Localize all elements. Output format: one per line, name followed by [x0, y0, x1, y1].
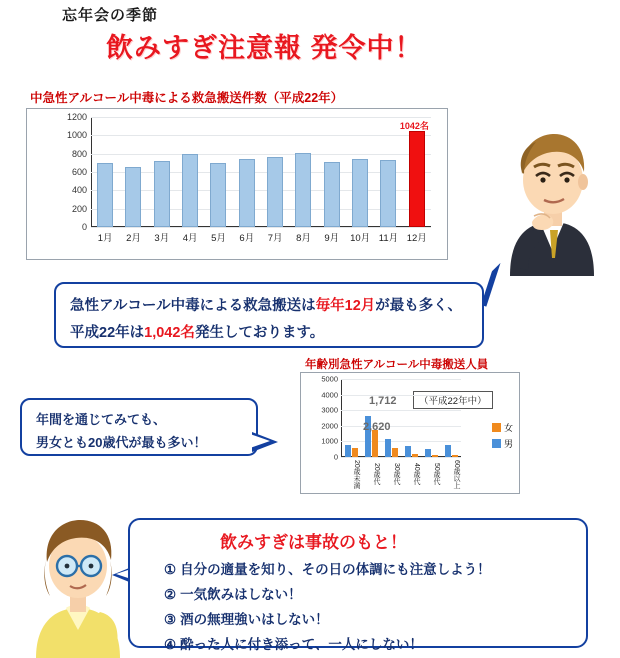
chart1-gridline — [91, 227, 431, 228]
chart1-bar-cell — [148, 117, 176, 227]
bubble-top-line1-highlight: 毎年12月 — [315, 298, 376, 314]
chart2-panel — [300, 372, 520, 494]
chart1-bar — [267, 157, 283, 227]
chart2-gridline — [341, 457, 461, 458]
chart2-bar — [352, 448, 358, 457]
bubble-top-line1-a: 急性アルコール中毒による救急搬送は — [70, 298, 316, 314]
bubble-top-line2-a: 平成22年は — [70, 325, 145, 341]
chart1-y-tick: 400 — [71, 185, 87, 196]
chart1-y-tick: 600 — [71, 167, 87, 177]
chart1-x-tick: 7月 — [267, 233, 283, 244]
chart1-y-tick: 800 — [71, 148, 87, 159]
chart1-x-tick: 3月 — [154, 233, 170, 244]
chart1-bar — [352, 159, 368, 227]
bubble-mid-line1: 年間を通じてみても、 — [36, 412, 167, 427]
chart2-y-tick: 3000 — [321, 405, 338, 415]
chart2-legend — [492, 421, 513, 453]
chart2-plot-area — [321, 374, 461, 462]
chart1-y-tick: 200 — [71, 203, 87, 214]
chart2-bar-group — [341, 379, 361, 457]
advice-item-text: 酔った人に付き添って、一人にしない！ — [180, 637, 423, 652]
chart1-x-tick: 5月 — [211, 233, 226, 244]
bubble-top-line1 — [70, 294, 462, 315]
chart2-title: 年齢別急性アルコール中毒搬送人員 — [305, 359, 489, 371]
chart1-bar — [154, 161, 170, 227]
chart2-x-tick: 20歳代 — [373, 463, 380, 485]
page-subtitle: 忘年会の季節 — [62, 7, 159, 24]
legend-swatch-female — [492, 423, 501, 432]
chart1-bar — [295, 153, 311, 227]
chart2-bar — [372, 430, 378, 457]
chart1-y-tick: 1000 — [66, 130, 87, 141]
chart1-x-tick: 1月 — [97, 233, 113, 244]
advice-item — [164, 608, 491, 628]
chart2-y-tick: 1000 — [321, 436, 338, 446]
chart2-bar-group — [381, 379, 401, 457]
chart1-x-tick: 12月 — [406, 233, 427, 244]
advice-list — [164, 558, 491, 658]
chart2-x-tick: 30歳代 — [393, 463, 400, 485]
chart1-x-labels — [91, 230, 431, 244]
legend-label-female: 女 — [503, 423, 513, 433]
chart1-bar-cell — [403, 117, 431, 227]
chart2-x-labels — [341, 459, 461, 489]
chart2-bar — [425, 449, 431, 457]
advice-item-number: ② — [164, 587, 177, 602]
chart1-bars — [91, 117, 431, 227]
chart2-note: （平成22年中） — [413, 391, 493, 409]
chart1-bar-cell — [289, 117, 317, 227]
chart1-bar — [97, 163, 113, 227]
chart1-bar-cell — [91, 117, 119, 227]
chart2-x-tick: 20歳未満 — [353, 459, 360, 489]
chart2-legend-male — [492, 437, 513, 450]
bubble-top-line2 — [70, 321, 324, 342]
chart2-bar — [445, 445, 451, 457]
advice-item — [164, 633, 491, 653]
chart2-x-tick: 40歳代 — [413, 463, 420, 485]
chart1-panel — [26, 108, 448, 260]
chart2-bar-group — [401, 379, 421, 457]
chart2-legend-female — [492, 421, 513, 434]
chart1-bar — [324, 162, 340, 227]
bubble-top-line2-highlight: 1,042名 — [144, 325, 195, 341]
bubble-top-line1-c: が最も多く、 — [375, 298, 462, 314]
chart1-bar — [409, 131, 425, 227]
chart1-bar-cell — [261, 117, 289, 227]
chart2-bar — [385, 439, 391, 457]
chart1-y-tick: 0 — [81, 222, 87, 232]
thinking-man-illustration — [488, 118, 616, 278]
advice-item-number: ④ — [164, 637, 177, 652]
chart1-bar — [182, 154, 198, 227]
page-title: 飲みすぎ注意報 発令中！ — [106, 33, 423, 63]
bubble-mid-tail-fill — [250, 434, 270, 448]
chart2-label-male: 2,620 — [363, 421, 391, 433]
chart2-bar — [392, 448, 398, 457]
chart2-bar — [452, 455, 458, 457]
legend-label-male: 男 — [503, 439, 513, 449]
chart2-bars — [341, 379, 461, 457]
chart1-bar — [125, 167, 141, 228]
advice-item — [164, 558, 491, 578]
legend-swatch-male — [492, 439, 501, 448]
chart1-x-tick: 9月 — [324, 233, 340, 244]
chart1-x-tick: 2月 — [126, 233, 141, 244]
chart1-bar — [380, 160, 396, 227]
chart1-bar-cell — [176, 117, 204, 227]
advice-item-text: 一気飲みはしない！ — [180, 587, 302, 602]
bubble-top — [54, 282, 484, 348]
chart2-y-tick: 0 — [333, 452, 338, 462]
chart1-title: 中急性アルコール中毒による救急搬送件数（平成22年） — [30, 91, 344, 105]
bubble-top-line2-c: 発生しております。 — [194, 325, 325, 341]
chart2-bar-group — [441, 379, 461, 457]
chart1-x-tick: 10月 — [350, 233, 371, 244]
chart1-x-tick: 6月 — [239, 233, 255, 244]
chart2-label-female: 1,712 — [369, 395, 397, 407]
bubble-mid — [20, 398, 258, 456]
advice-item-text: 酒の無理強いはしない！ — [180, 612, 329, 627]
chart1-x-tick: 11月 — [378, 233, 399, 244]
chart2-y-tick: 4000 — [321, 390, 338, 400]
chart1-bar-cell — [119, 117, 147, 227]
chart2-bar — [345, 445, 351, 457]
chart1-bar-cell — [318, 117, 346, 227]
chart1-plot-area — [66, 112, 431, 232]
woman-illustration — [22, 512, 134, 658]
chart1-bar — [239, 159, 255, 227]
chart1-data-label: 1042名 — [399, 121, 429, 132]
chart2-bar-group — [361, 379, 381, 457]
advice-item-number: ① — [164, 562, 177, 577]
advice-item-text: 自分の適量を知り、その日の体調にも注意しよう！ — [180, 562, 491, 577]
chart2-bar — [405, 446, 411, 457]
chart2-y-tick: 5000 — [321, 374, 338, 384]
chart1-bar-cell — [233, 117, 261, 227]
chart1-bar-cell — [204, 117, 232, 227]
bubble-mid-line2: 男女とも20歳代が最も多い！ — [36, 435, 207, 450]
chart2-bar — [432, 455, 438, 457]
chart2-y-tick: 2000 — [321, 421, 338, 431]
chart1-x-tick: 8月 — [296, 233, 311, 244]
chart1-bar-cell — [346, 117, 374, 227]
chart1-y-tick: 1200 — [66, 112, 87, 122]
chart2-bar-group — [421, 379, 441, 457]
bubble-bottom — [128, 518, 588, 652]
bubble-bottom-heading: 飲みすぎは事故のもと！ — [220, 533, 407, 552]
chart1-bar-cell — [374, 117, 402, 227]
chart1-bar — [210, 163, 226, 227]
chart1-x-tick: 4月 — [182, 233, 198, 244]
chart2-x-tick: 60歳以上 — [453, 459, 460, 489]
chart2-bar — [412, 454, 418, 457]
advice-item — [164, 583, 491, 603]
chart2-x-tick: 50歳代 — [433, 463, 440, 485]
advice-item-number: ③ — [164, 612, 177, 627]
